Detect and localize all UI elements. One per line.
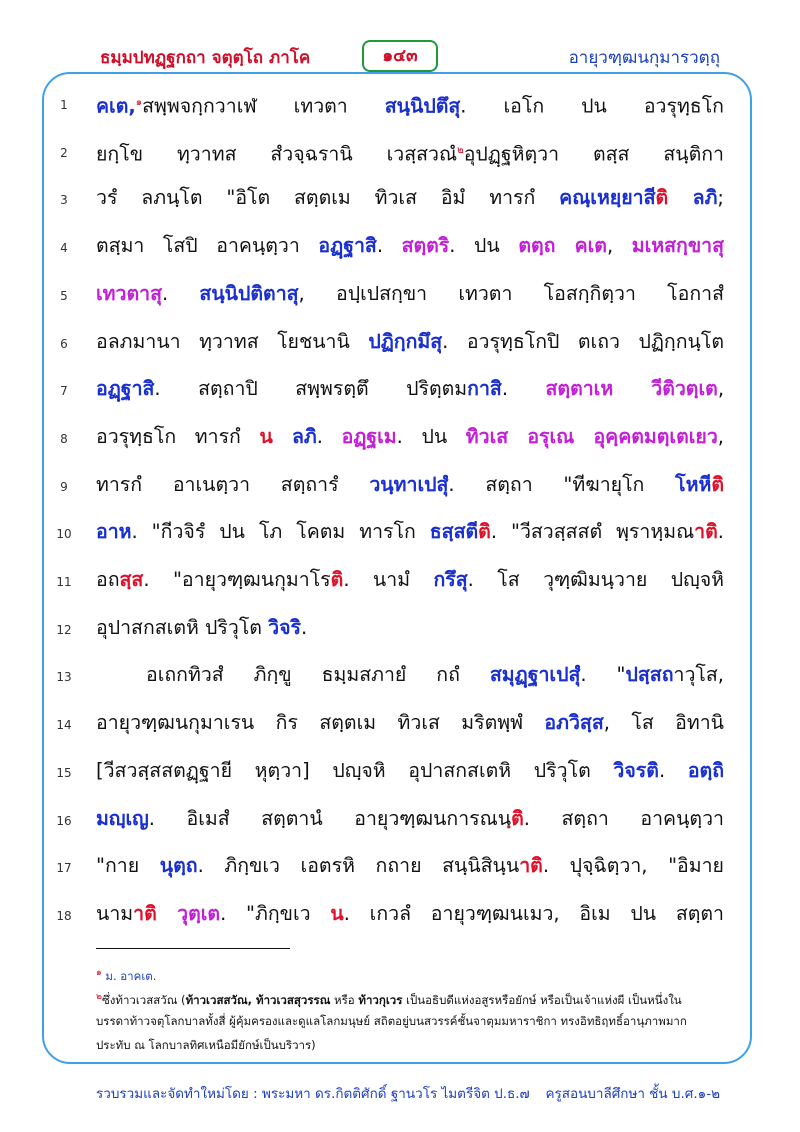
line-text xyxy=(96,374,724,404)
text-line xyxy=(0,517,800,547)
line-number: 1 xyxy=(60,98,68,112)
text-run: อายุวฑฺฒนกุมาเรน กิร สตฺตเม ทิวเส มริตพฺพํ xyxy=(96,711,545,735)
text-run: อฏฺฐเม xyxy=(341,424,397,448)
text-line xyxy=(0,279,800,309)
line-text xyxy=(96,565,724,595)
line-text xyxy=(96,422,724,452)
line-text xyxy=(96,327,724,357)
text-run: อฏฺฐาสิ xyxy=(96,377,155,401)
footer-left: รวบรวมและจัดทำใหม่โดย : พระมหา ดร.กิตติศักดิ์ ฐานวโร ไมตรีจิต ป.ธ.๗ xyxy=(96,1086,530,1102)
text-run: [วีสวสฺสสตฏฺฐายี หุตฺวา] ปญฺจหิ อุปาสกสเตหิ ปริวุโต xyxy=(96,758,614,782)
line-number: 3 xyxy=(60,193,68,208)
text-line xyxy=(0,183,800,213)
text-run: , อปฺเปสกฺขา เทวตา โอสกฺกิตฺวา โอกาสํ xyxy=(298,281,724,305)
text-run: อเถกทิวสํ ภิกฺขู ธมฺมสภายํ กถํ xyxy=(146,663,490,687)
text-run: . xyxy=(316,424,342,448)
text-run: ตสฺมา โสปิ อาคนฺตฺวา xyxy=(96,234,319,258)
line-text xyxy=(96,613,724,643)
text-line xyxy=(0,708,800,738)
footnote-1 xyxy=(96,962,724,987)
text-line xyxy=(0,422,800,452)
text-run: , xyxy=(606,234,632,258)
footnote-ref: ๑ xyxy=(135,97,143,108)
text-run: มเหสกฺขาสุ xyxy=(631,234,724,258)
footnote-1-mark: ๑ xyxy=(96,968,102,978)
text-run: . xyxy=(501,377,546,401)
text-run: สตฺตาเห วีติวตฺเต xyxy=(545,377,718,401)
line-text xyxy=(96,183,724,213)
footnote-2-text-a: ซึ่งท้าวเวสสวัณ ( xyxy=(101,992,186,1007)
line-number: 12 xyxy=(56,622,72,637)
text-run: วุตฺเต xyxy=(156,901,221,925)
text-run: . " xyxy=(580,663,626,687)
footnote-2-text-d: ท้าวกุเวร xyxy=(358,992,403,1007)
text-run: ติ xyxy=(711,472,724,496)
text-run: . ปุจฺฉิตฺวา, "อิมาย xyxy=(542,854,724,878)
text-run: . อิเมสํ สตฺตานํ อายุวฑฺฒนการณน xyxy=(148,806,512,830)
text-line xyxy=(0,804,800,834)
page-number-box: ๑๔๓ xyxy=(362,40,438,72)
footnote-2 xyxy=(96,986,724,1011)
text-run: . "อายุวฑฺฒนกุมาโร xyxy=(143,568,331,591)
line-text xyxy=(96,708,724,738)
text-run: . อวรุทฺธโกปิ ตเถว ปฏิกฺกนฺโต xyxy=(442,329,724,353)
text-run: าติ xyxy=(133,901,157,925)
text-run: สตฺตริ xyxy=(401,234,450,258)
line-number: 16 xyxy=(56,813,72,828)
text-run: . โส วุฑฺฒิมนฺวาย ปญฺจหิ xyxy=(467,568,724,591)
text-line xyxy=(0,374,800,404)
text-run: าติ xyxy=(694,520,718,544)
text-run: . สตฺถา อาคนฺตฺวา xyxy=(523,806,724,830)
text-run: . ปน xyxy=(449,234,519,258)
text-run: สพฺพจกฺกวาเฬ เทวตา xyxy=(142,94,385,118)
text-run: ติ xyxy=(655,186,669,210)
line-number: 4 xyxy=(60,241,68,256)
line-number: 8 xyxy=(60,431,68,446)
line-text xyxy=(96,88,724,122)
line-text xyxy=(96,851,724,881)
text-line xyxy=(0,327,800,357)
line-number: 6 xyxy=(60,336,68,351)
text-run: วรํ ลภนฺโต "อิโต สตฺตเม ทิวเส อิมํ ทารกํ xyxy=(96,186,560,210)
text-line xyxy=(0,851,800,881)
line-text xyxy=(96,279,724,309)
text-run: อาห xyxy=(96,520,132,544)
footnote-2-text-e: เป็นอธิบดีแห่งอสูรหรือยักษ์ หรือเป็นเจ้าแห่งผี เป็นหนึ่งใน xyxy=(402,992,682,1007)
text-run: คเต, xyxy=(96,94,136,118)
text-line xyxy=(0,613,800,643)
text-run: ปสฺสถ xyxy=(625,663,674,687)
text-run: , xyxy=(717,377,724,401)
line-number: 9 xyxy=(60,479,68,494)
text-line xyxy=(0,660,800,690)
text-run: าติ xyxy=(519,854,543,878)
text-run: . ภิกฺขเว เอตรหิ กถาย สนฺนิสินฺน xyxy=(197,854,520,878)
text-run: . "ภิกฺขเว xyxy=(220,901,331,925)
text-run: ตตฺถ คเต xyxy=(518,234,607,258)
text-run: , โส อิทานิ xyxy=(603,711,724,735)
text-run: อภวิสฺส xyxy=(544,711,604,735)
footnote-2-mark: ๒ xyxy=(96,992,102,1002)
footnote-ref: ๒ xyxy=(457,144,464,156)
text-run: , xyxy=(717,424,724,448)
footnote-2-line-3: ประทับ ณ โลกบาลทิศเหนือมียักษ์เป็นบริวาร) xyxy=(96,1038,316,1052)
line-text xyxy=(96,470,724,500)
text-run: มญฺเญ xyxy=(96,806,149,830)
text-run: ธสฺสตี xyxy=(429,520,479,544)
line-number: 18 xyxy=(56,908,72,923)
line-number: 13 xyxy=(56,670,72,685)
line-number: 17 xyxy=(56,861,72,876)
line-text xyxy=(96,756,724,786)
text-run: . เกวลํ อายุวฑฺฒนเมว, อิเม ปน สตฺตา xyxy=(343,901,724,925)
text-run: ลภิ xyxy=(668,186,718,210)
line-number: 5 xyxy=(60,288,68,303)
line-number: 14 xyxy=(56,718,72,733)
text-run: น xyxy=(330,901,344,925)
text-line xyxy=(0,899,800,929)
line-text xyxy=(146,660,724,690)
text-run: ทิวเส อรุเณ อุคฺคตมตฺเตเยว xyxy=(465,424,718,448)
line-text xyxy=(96,517,724,547)
text-run: วิจริ xyxy=(268,615,302,639)
text-line xyxy=(0,136,800,166)
text-run: อลภมานา ทฺวาทส โยชนานิ xyxy=(96,329,369,353)
footer-right: ครูสอนบาลีศึกษา ชั้น บ.ศ.๑-๒ xyxy=(545,1086,720,1102)
text-line xyxy=(0,756,800,786)
text-run: อวรุทฺธโก ทารกํ xyxy=(96,424,260,448)
footnote-2-text-b: ท้าวเวสสวัณ, ท้าวเวสสุวรรณ xyxy=(185,992,331,1007)
text-run: . "วีสวสฺสสตํ พฺราหฺมณ xyxy=(490,520,695,544)
text-line xyxy=(0,88,800,118)
text-run: คณฺเหยฺยาสี xyxy=(559,186,656,210)
text-run: อถ xyxy=(96,568,120,591)
line-number: 10 xyxy=(56,527,72,542)
text-run: ติ xyxy=(478,520,491,544)
text-run: . เอโก ปน อวรุทฺธโก xyxy=(460,94,724,118)
header-right-title: อายุวฑฺฒนกุมารวตฺถุ xyxy=(568,48,720,68)
text-run: โหหี xyxy=(675,472,712,496)
text-run: สมุฏฺฐาเปสุํ xyxy=(489,663,581,687)
text-line xyxy=(0,231,800,261)
line-number: 11 xyxy=(56,575,72,589)
text-run: เทวตาสุ xyxy=(96,281,162,305)
text-run: . xyxy=(161,281,200,305)
text-run: . xyxy=(658,758,688,782)
line-number: 7 xyxy=(60,384,68,399)
footnote-1-text: ม. อาคเต. xyxy=(105,968,157,983)
header-left-title: ธมฺมปทฏฺฐกถา จตุตฺโถ ภาโค xyxy=(100,48,311,68)
text-run: อุปาสกสเตหิ ปริวุโต xyxy=(96,615,269,639)
text-run: ติ xyxy=(330,568,344,591)
text-run: อตฺถิ xyxy=(687,758,724,782)
footnote-2-text-c: หรือ xyxy=(330,992,359,1007)
line-text xyxy=(96,136,724,170)
text-run: กาสิ xyxy=(467,377,502,401)
text-run: กรึสุ xyxy=(433,568,468,591)
text-run: "กาย xyxy=(96,854,160,878)
text-run: . ปน xyxy=(396,424,466,448)
line-number: 15 xyxy=(56,765,72,780)
text-run: สนฺนิปตึสุ xyxy=(384,94,461,118)
text-run: . "กีวจิรํ ปน โภ โคตม ทารโก xyxy=(131,520,430,544)
footnote-rule xyxy=(96,948,290,949)
text-run: อุปฏฺฐหิตฺวา ตสฺส สนฺติกา xyxy=(463,142,724,166)
text-run: นาม xyxy=(96,901,134,925)
text-run: ปฏิกฺกมึสุ xyxy=(368,329,443,353)
text-run: ; xyxy=(717,186,724,210)
text-run: . xyxy=(717,520,724,544)
text-run: สฺส xyxy=(119,568,144,591)
line-number: 2 xyxy=(60,145,68,160)
line-text xyxy=(96,804,724,834)
text-run: ลภิ xyxy=(272,424,317,448)
text-run: . xyxy=(376,234,402,258)
text-line xyxy=(0,565,800,595)
footnote-2-line-2: บรรดาท้าวจตุโลกบาลทั้งสี่ ผู้คุ้มครองและดูแลโลกมนุษย์ สถิตอยู่บนสวรรค์ชั้นจาตุมมหาราชิกา ทรงอิทธิฤทธิ์อานุภาพมาก xyxy=(96,1014,687,1028)
text-run: ฺติ xyxy=(511,806,524,830)
text-run: . xyxy=(301,615,308,639)
text-run: าวุโส, xyxy=(673,663,724,687)
line-text xyxy=(96,899,724,929)
text-run: สนฺนิปติตาสุ xyxy=(199,281,299,305)
text-run: วิจรติ xyxy=(613,758,659,782)
text-run: . สตฺถา "ทีฆายุโก xyxy=(448,472,676,496)
line-text xyxy=(96,231,724,261)
text-run: อฏฺฐาสิ xyxy=(318,234,377,258)
text-run: น xyxy=(259,424,273,448)
text-run: ยกฺโข ทฺวาทส สํวจฺฉรานิ เวสฺสวณํ xyxy=(96,142,458,166)
text-line xyxy=(0,470,800,500)
text-run: . นามํ xyxy=(343,568,434,591)
text-run: ทารกํ อาเนตฺวา สตฺถารํ xyxy=(96,472,370,496)
text-run: วนฺทาเปสุํ xyxy=(369,472,449,496)
text-run: . สตฺถาปิ สพฺพรตฺตึ ปริตฺตม xyxy=(154,377,468,401)
text-run: นุตฺถ xyxy=(159,854,198,878)
